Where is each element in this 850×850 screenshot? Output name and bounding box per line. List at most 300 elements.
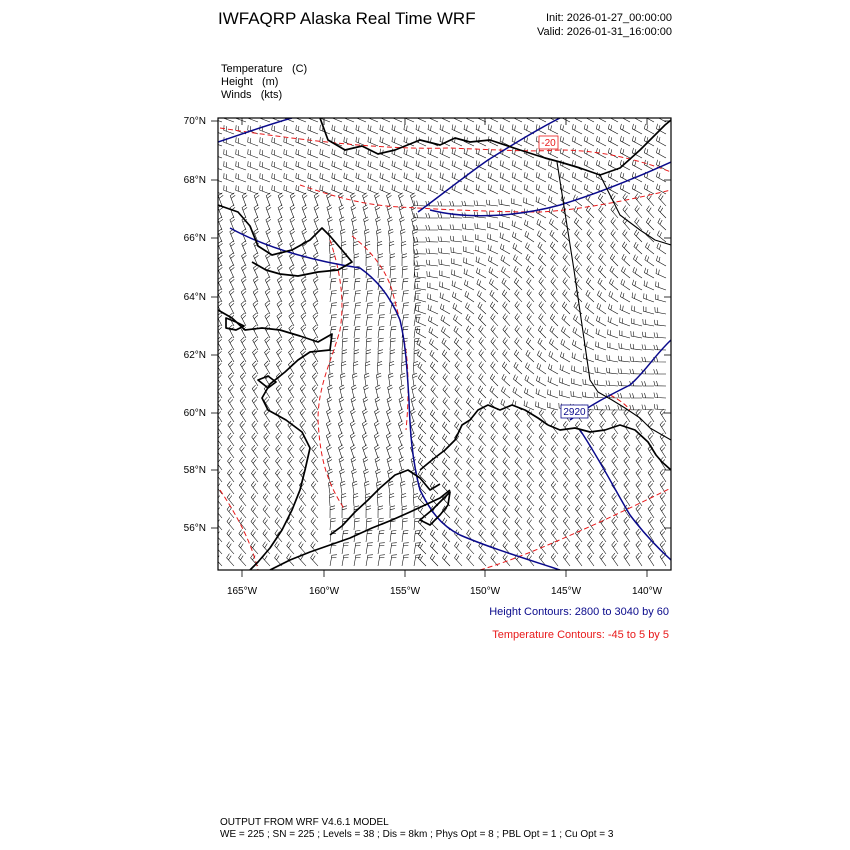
- wind-barb: [426, 248, 438, 254]
- wind-barb: [390, 530, 396, 542]
- wind-barb: [239, 530, 246, 543]
- wind-barb: [377, 493, 382, 506]
- wind-barb: [314, 205, 319, 218]
- wind-barb: [413, 361, 418, 374]
- wind-barb: [288, 409, 294, 422]
- wind-barb: [414, 201, 426, 206]
- wind-barb: [227, 481, 234, 494]
- wind-barb: [352, 481, 357, 494]
- wind-barb: [561, 339, 570, 350]
- wind-barb: [527, 433, 534, 446]
- wind-barb: [491, 494, 498, 506]
- wind-barb: [300, 361, 306, 374]
- wind-barb: [619, 343, 630, 350]
- wind-barb: [229, 289, 234, 302]
- wind-barb: [475, 223, 486, 230]
- wind-barb: [606, 368, 618, 374]
- wind-barb: [390, 315, 397, 326]
- wind-barb: [491, 422, 498, 434]
- wind-barb: [376, 217, 381, 230]
- wind-barb: [227, 469, 234, 482]
- wind-barb: [600, 505, 606, 518]
- wind-barb: [551, 469, 558, 482]
- wind-barb: [289, 301, 294, 314]
- wind-barb: [216, 397, 222, 410]
- wind-barb: [284, 173, 294, 182]
- wind-barb: [342, 555, 349, 566]
- wind-barb: [368, 173, 378, 182]
- wind-barb: [538, 242, 546, 254]
- wind-barb: [455, 446, 463, 458]
- wind-barb: [442, 410, 450, 422]
- wind-barb: [387, 409, 392, 422]
- wind-barb: [428, 305, 438, 314]
- wind-barb: [452, 113, 462, 123]
- field-name: Temperature: [221, 63, 283, 75]
- wind-barb: [452, 281, 462, 290]
- wind-barb: [332, 185, 342, 194]
- wind-barb: [596, 124, 606, 134]
- wind-barb: [465, 291, 474, 302]
- wind-barb: [229, 337, 234, 350]
- wind-barb: [312, 433, 318, 446]
- wind-barb: [643, 306, 654, 314]
- wind-barb: [585, 315, 594, 326]
- wind-barb: [230, 241, 235, 254]
- wind-barb: [301, 313, 306, 326]
- wind-barb: [654, 404, 666, 410]
- wind-barb: [608, 148, 618, 158]
- wind-barb: [402, 530, 408, 542]
- wind-barb: [612, 529, 618, 542]
- wind-barb: [430, 434, 438, 446]
- wind-barb: [380, 125, 390, 134]
- wind-barb: [378, 350, 383, 362]
- temperature-contour-north: [220, 128, 671, 172]
- height-contour-label: [561, 405, 588, 418]
- wind-barb: [524, 172, 534, 182]
- wind-barb: [612, 493, 618, 506]
- wind-barb: [559, 390, 570, 398]
- wind-barb: [431, 398, 438, 411]
- wind-barb: [440, 281, 450, 290]
- wind-barb: [575, 481, 582, 494]
- temperature-label-text: -20: [541, 138, 556, 149]
- wind-barb: [365, 361, 370, 374]
- wind-barb: [588, 553, 595, 566]
- wind-barb: [503, 506, 510, 519]
- wind-barb: [455, 398, 462, 410]
- wind-barb: [479, 554, 486, 566]
- wind-barb: [278, 217, 283, 230]
- wind-barb: [376, 385, 381, 398]
- wind-barb: [377, 241, 382, 254]
- wind-barb: [399, 409, 404, 422]
- wind-barb: [344, 173, 354, 182]
- wind-barb: [392, 173, 402, 182]
- wind-barb: [648, 553, 654, 566]
- wind-barb: [479, 434, 486, 446]
- wind-barb: [414, 543, 421, 554]
- wind-barb: [654, 332, 666, 338]
- wind-barb: [414, 225, 426, 230]
- wind-barb: [539, 469, 546, 482]
- wind-barb: [596, 160, 606, 170]
- wind-barb: [608, 124, 618, 134]
- wind-barb: [514, 266, 522, 278]
- wind-barb: [402, 254, 407, 266]
- coast-bering-west: [218, 310, 332, 570]
- wind-barb: [549, 219, 558, 230]
- wind-barb: [402, 266, 408, 278]
- lon-label: 140°W: [631, 586, 663, 597]
- wind-barb: [412, 229, 417, 242]
- wind-barb: [586, 206, 594, 218]
- wind-barb: [263, 518, 270, 531]
- wind-barb: [387, 445, 392, 458]
- wind-barb: [418, 554, 426, 566]
- wind-barb: [302, 193, 307, 206]
- wind-barb: [430, 350, 438, 362]
- wind-barb: [252, 397, 258, 410]
- wind-barb: [388, 229, 393, 242]
- wind-barb: [251, 505, 258, 518]
- wind-barb: [264, 421, 270, 434]
- wind-barb: [515, 314, 522, 327]
- wind-barb: [513, 255, 522, 266]
- wind-barb: [454, 338, 462, 350]
- wind-barb: [525, 243, 534, 254]
- wind-barb: [251, 518, 258, 531]
- wind-barb: [572, 112, 582, 122]
- wind-barb: [608, 304, 618, 314]
- wind-barb: [539, 445, 546, 458]
- wind-barb: [467, 554, 474, 566]
- wind-barb: [636, 505, 642, 518]
- wind-barb: [228, 409, 234, 422]
- wind-barb: [278, 253, 283, 266]
- wind-barb: [352, 385, 357, 398]
- wind-barb: [311, 493, 318, 506]
- wind-barb: [642, 344, 654, 350]
- wind-barb: [374, 433, 379, 446]
- wind-barb: [236, 137, 246, 146]
- wind-barb: [224, 185, 234, 194]
- wind-barb: [479, 338, 486, 351]
- wind-barb: [636, 457, 642, 470]
- wind-barb: [618, 368, 630, 374]
- wind-barb: [252, 433, 258, 446]
- wind-barb: [240, 421, 246, 434]
- wind-barb: [550, 230, 558, 242]
- wind-barb: [503, 314, 510, 327]
- wind-barb: [587, 242, 594, 255]
- wind-barb: [227, 530, 234, 543]
- wind-barb: [356, 125, 366, 134]
- wind-barb: [302, 205, 307, 218]
- wind-barb: [600, 541, 606, 554]
- wind-barb: [487, 222, 498, 230]
- wind-barb: [575, 445, 582, 458]
- wind-barb: [398, 433, 403, 446]
- wind-barb: [363, 193, 368, 206]
- wind-barb: [551, 493, 558, 506]
- wind-barb: [212, 173, 222, 182]
- wind-barb: [572, 172, 582, 182]
- wind-barb: [453, 303, 462, 314]
- wind-barb: [329, 493, 334, 506]
- wind-barb: [240, 409, 246, 422]
- wind-barb: [344, 125, 354, 134]
- wind-barb: [228, 421, 234, 434]
- wind-barb: [288, 385, 294, 398]
- wind-barb: [524, 209, 534, 218]
- wind-barb: [277, 301, 282, 314]
- wind-barb: [426, 225, 438, 230]
- wind-barb: [631, 318, 642, 326]
- wind-barb: [588, 541, 595, 554]
- wind-barb: [438, 201, 450, 206]
- wind-barb: [503, 482, 510, 495]
- wind-barb: [388, 373, 393, 386]
- field-unit: (C): [291, 63, 308, 75]
- wind-barb: [438, 236, 450, 242]
- height-contour-nw: [218, 118, 292, 142]
- wind-barb: [290, 205, 295, 218]
- wind-barb: [242, 193, 247, 206]
- wind-barb: [632, 112, 642, 122]
- wind-barb: [515, 470, 522, 483]
- wind-barb: [313, 301, 318, 314]
- wind-barb: [588, 481, 595, 494]
- wind-barb: [312, 361, 318, 374]
- wind-barb: [548, 184, 558, 194]
- wind-barb: [455, 374, 462, 387]
- wind-barb: [488, 256, 498, 266]
- wind-barb: [574, 218, 582, 230]
- wind-barb: [227, 518, 234, 531]
- height-label-text: 2920: [563, 407, 586, 418]
- wind-barb: [466, 326, 474, 338]
- wind-barb: [467, 458, 474, 470]
- wind-barb: [248, 161, 258, 170]
- wind-barb: [595, 354, 606, 362]
- wind-barb: [491, 410, 498, 422]
- wind-barb: [328, 469, 333, 482]
- wind-barb: [636, 553, 642, 566]
- wind-barb: [563, 553, 570, 566]
- wind-barb: [476, 245, 486, 254]
- wind-barb: [455, 554, 463, 566]
- wind-barb: [575, 242, 582, 255]
- wind-barb: [632, 124, 642, 134]
- wind-barb: [263, 493, 270, 506]
- wind-barb: [387, 457, 392, 470]
- wind-barb: [366, 506, 371, 518]
- wind-barb: [608, 136, 618, 146]
- wind-barb: [588, 457, 595, 470]
- wind-barb: [442, 470, 450, 482]
- wind-barb: [560, 172, 570, 182]
- wind-barb: [252, 373, 258, 386]
- wind-barb: [563, 469, 570, 482]
- wind-barb: [623, 206, 630, 219]
- wind-barb: [608, 317, 618, 327]
- wind-barb: [452, 149, 462, 159]
- wind-barb: [455, 362, 462, 375]
- wind-barb: [330, 278, 336, 290]
- wind-barb: [380, 173, 390, 182]
- wind-barb: [377, 361, 382, 374]
- wind-barb: [513, 375, 522, 386]
- wind-barb: [464, 184, 474, 194]
- wind-barb: [488, 172, 498, 182]
- wind-barb: [400, 385, 405, 398]
- wind-barb: [572, 184, 582, 194]
- wind-barb: [632, 136, 642, 146]
- wind-barb: [240, 457, 247, 470]
- wind-barb: [327, 205, 332, 218]
- wind-barb: [455, 518, 463, 530]
- wind-barb: [416, 305, 426, 314]
- wind-barb: [284, 125, 294, 134]
- wind-barb: [378, 315, 385, 326]
- wind-barb: [643, 319, 654, 326]
- wind-barb: [272, 161, 282, 170]
- wind-barb: [253, 289, 258, 302]
- wind-barb: [287, 481, 294, 494]
- wind-barb: [241, 349, 247, 362]
- wind-barb: [654, 369, 666, 374]
- wind-barb: [656, 148, 666, 158]
- wind-barb: [642, 393, 654, 398]
- wind-barb: [312, 373, 318, 386]
- wind-barb: [413, 493, 418, 506]
- wind-barb: [350, 433, 355, 446]
- wind-barb: [527, 469, 534, 482]
- wind-barb: [251, 481, 258, 494]
- wind-barb: [442, 530, 450, 542]
- wind-barb: [375, 445, 380, 458]
- wind-barb: [607, 342, 618, 350]
- wind-barb: [402, 543, 409, 554]
- wind-barb: [253, 349, 259, 362]
- wind-barb: [596, 112, 606, 122]
- wind-barb: [236, 161, 246, 170]
- wind-barb: [328, 385, 333, 398]
- wind-barb: [562, 314, 570, 326]
- wind-barb: [654, 393, 666, 398]
- wind-barb: [549, 351, 558, 362]
- wind-barb: [551, 541, 558, 554]
- wind-barb: [608, 112, 618, 122]
- wind-barb: [632, 280, 642, 290]
- wind-barb: [302, 229, 307, 242]
- wind-barb: [467, 362, 474, 375]
- wind-barb: [428, 316, 438, 326]
- wind-barb: [378, 506, 383, 518]
- wind-barb: [551, 254, 558, 266]
- wind-barb: [500, 233, 510, 242]
- wind-barb: [647, 194, 654, 207]
- wind-barb: [655, 307, 666, 314]
- wind-barb: [511, 198, 522, 206]
- wind-barb: [428, 149, 438, 159]
- wind-barb: [330, 291, 337, 302]
- wind-barb: [622, 242, 630, 254]
- wind-barb: [313, 289, 318, 302]
- wind-barb: [378, 543, 385, 554]
- wind-barb: [450, 201, 462, 206]
- wind-barb: [253, 301, 258, 314]
- wind-barb: [301, 301, 306, 314]
- wind-barb: [587, 254, 594, 267]
- wind-barb: [624, 445, 630, 458]
- wind-barb: [265, 289, 270, 302]
- footer-model: OUTPUT FROM WRF V4.6.1 MODEL: [220, 817, 389, 828]
- wind-barb: [491, 338, 498, 351]
- wind-barb: [289, 349, 295, 362]
- wind-barb: [467, 518, 474, 530]
- wind-barb: [314, 241, 319, 254]
- wind-barb: [327, 409, 332, 422]
- wind-barb: [490, 302, 498, 314]
- wind-barb: [476, 184, 486, 194]
- wind-barb: [314, 193, 319, 206]
- wind-barb: [431, 386, 438, 399]
- wind-barb: [272, 137, 282, 146]
- wind-barb: [467, 482, 474, 494]
- wind-barb: [264, 361, 270, 374]
- wind-barb: [455, 482, 463, 494]
- wind-barb: [416, 317, 426, 326]
- wind-barb: [440, 161, 450, 171]
- wind-barb: [390, 326, 396, 338]
- wind-barb: [595, 367, 606, 374]
- wind-barb: [561, 327, 570, 338]
- wind-barb: [660, 421, 666, 434]
- wind-barb: [290, 253, 295, 266]
- wind-barb: [272, 125, 282, 134]
- wind-barb: [399, 457, 404, 470]
- coast-cook-inlet: [420, 405, 548, 470]
- wind-barb: [612, 505, 618, 518]
- wind-barb: [608, 172, 618, 182]
- wind-barb: [515, 518, 522, 531]
- wind-barb: [563, 421, 570, 434]
- wind-barb: [378, 555, 385, 566]
- wind-barb: [418, 542, 426, 554]
- wind-barb: [642, 381, 654, 386]
- wind-barb: [612, 541, 618, 554]
- wind-barb: [607, 355, 618, 362]
- wind-barb: [400, 217, 405, 230]
- wind-barb: [465, 303, 474, 314]
- wind-barb: [442, 350, 450, 362]
- wind-barb: [276, 397, 282, 410]
- wind-barb: [479, 530, 486, 542]
- wind-barb: [330, 303, 337, 314]
- wind-barb: [263, 505, 270, 518]
- wind-barb: [515, 302, 522, 315]
- lat-label: 56°N: [183, 523, 206, 534]
- wind-barb: [512, 124, 522, 134]
- wind-barb: [277, 289, 282, 302]
- wind-barb: [428, 161, 438, 171]
- wind-barb: [584, 124, 594, 134]
- wind-barb: [606, 380, 618, 386]
- wind-barb: [455, 410, 463, 422]
